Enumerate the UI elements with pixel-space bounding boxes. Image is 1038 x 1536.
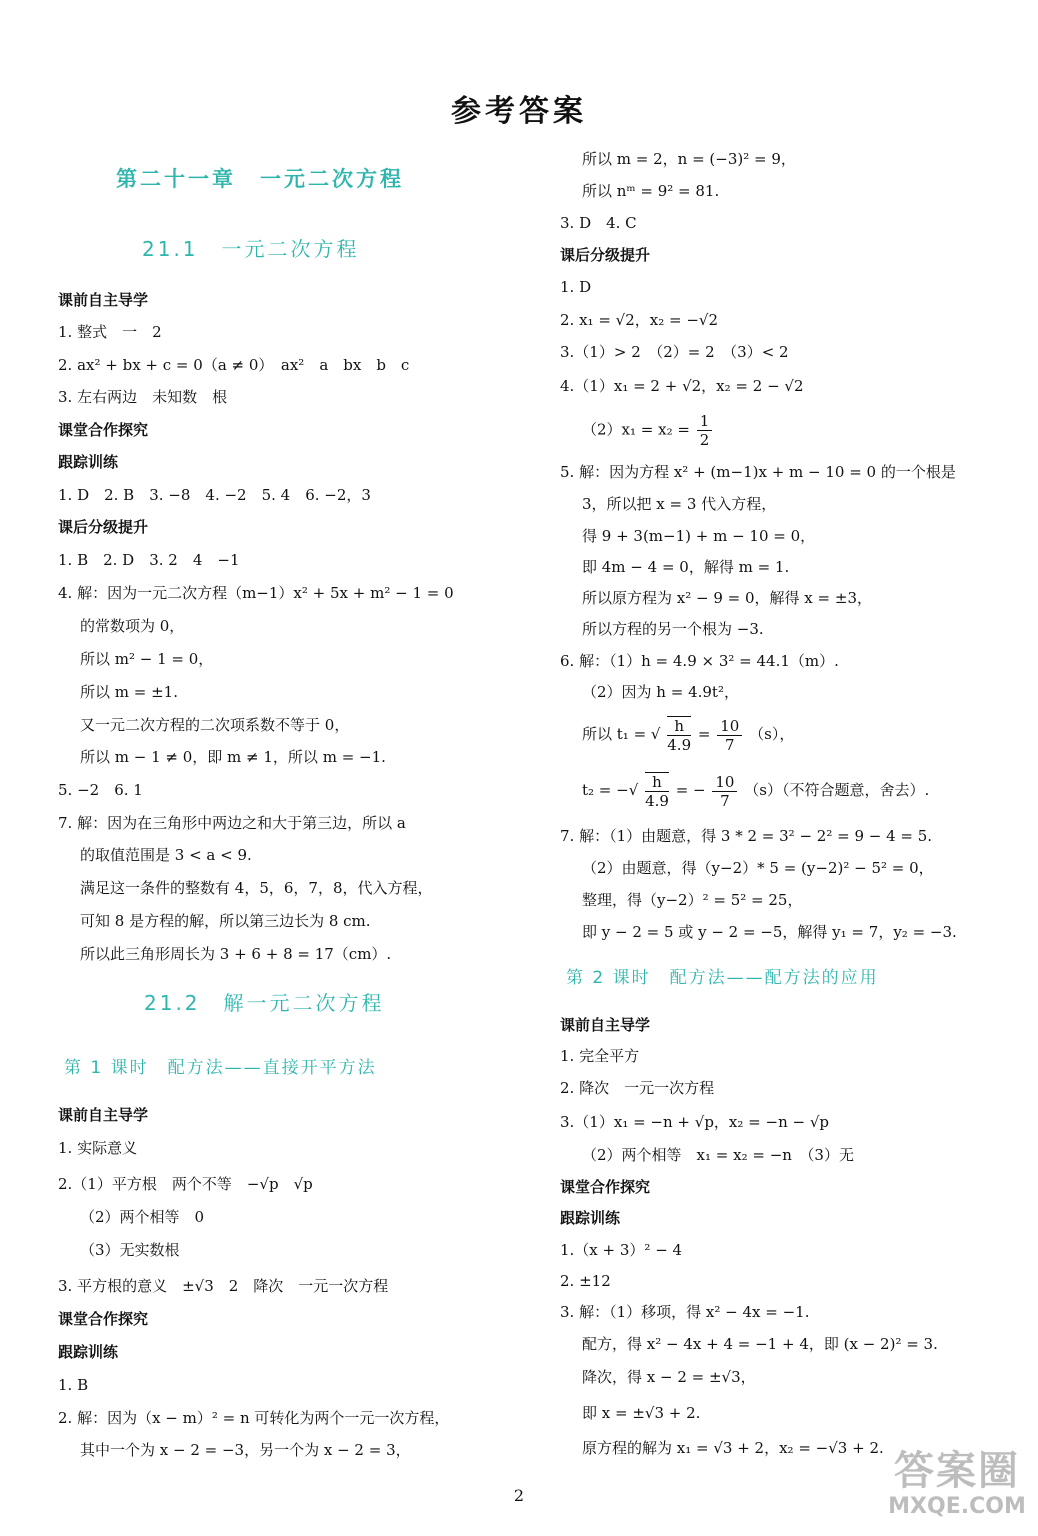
- fraction: [667, 716, 691, 754]
- fraction-denominator: 4.9: [667, 736, 692, 754]
- subsection-heading: 课前自主导学: [560, 1016, 651, 1034]
- fraction-numerator: 1: [697, 412, 713, 431]
- answer-line: 所以原方程为 x² − 9 = 0，解得 x = ±3，: [582, 589, 872, 607]
- fraction-prefix: （2）x₁ = x₂ =: [582, 420, 690, 439]
- subsection-heading: 跟踪训练: [560, 1209, 621, 1227]
- answer-line: 3. D 4. C: [560, 214, 637, 232]
- answer-line: 1. B: [58, 1376, 89, 1394]
- answer-line: 1. 整式 一 2: [58, 323, 162, 341]
- answer-line: 的常数项为 0，: [80, 617, 185, 635]
- answer-line: 5. −2 6. 1: [58, 781, 143, 799]
- subsection-heading: 课堂合作探究: [58, 421, 149, 439]
- answer-line: 即 x = ±√3 + 2.: [582, 1404, 701, 1422]
- answer-line: 3. 解：（1）移项，得 x² − 4x = −1.: [560, 1303, 810, 1321]
- answer-line: 1. D: [560, 278, 592, 296]
- subsection-heading: 课前自主导学: [58, 1106, 149, 1124]
- formula-equals: =: [697, 725, 711, 743]
- answer-line: 又一元二次方程的二次项系数不等于 0，: [80, 716, 350, 734]
- fraction: [697, 412, 713, 449]
- answer-line: 所以 m = ±1.: [80, 683, 178, 701]
- answer-line: 整理，得（y−2）² = 5² = 25，: [582, 891, 803, 909]
- formula-prefix: 所以 t₁ = √: [582, 725, 661, 743]
- answer-line: 2. ±12: [560, 1272, 611, 1290]
- answer-line: 1. D 2. B 3. −8 4. −2 5. 4 6. −2，3: [58, 486, 371, 504]
- subsection-heading: 跟踪训练: [58, 453, 119, 471]
- lesson-heading: 第 1 课时 配方法——直接开平方法: [64, 1058, 377, 1078]
- formula-suffix: （s），: [749, 725, 795, 743]
- subsection-heading: 课后分级提升: [560, 246, 651, 264]
- answer-line: 1. 完全平方: [560, 1047, 640, 1065]
- subsection-heading: 课后分级提升: [58, 518, 149, 536]
- fraction-numerator: 10: [717, 717, 742, 736]
- answer-line: 配方，得 x² − 4x + 4 = −1 + 4，即 (x − 2)² = 3.: [582, 1335, 938, 1353]
- answer-line: 3，所以把 x = 3 代入方程，: [582, 495, 777, 513]
- formula-prefix: t₂ = −√: [582, 781, 639, 799]
- fraction-numerator: h: [667, 717, 691, 736]
- answer-line: 所以 m² − 1 = 0，: [80, 650, 214, 668]
- fraction-denominator: 7: [725, 735, 735, 754]
- section-heading-21-1: 21.1 一元二次方程: [142, 237, 360, 261]
- answer-line: （3）无实数根: [80, 1241, 180, 1259]
- answer-line: 满足这一条件的整数有 4，5，6，7，8，代入方程，: [80, 879, 433, 897]
- watermark-logo: [882, 1448, 1032, 1530]
- answer-line: 1.（x + 3）² − 4: [560, 1241, 683, 1259]
- answer-line: 3.（1）> 2 （2）= 2 （3）< 2: [560, 343, 789, 361]
- lesson-heading: 第 2 课时 配方法——配方法的应用: [566, 968, 879, 988]
- watermark-url: MXQE.COM: [888, 1494, 1026, 1519]
- answer-line: 3. 左右两边 未知数 根: [58, 388, 228, 406]
- subsection-heading: 课堂合作探究: [560, 1178, 651, 1196]
- answer-line: 2. 解：因为（x − m）² = n 可转化为两个一元一次方程，: [58, 1409, 450, 1427]
- answer-line: 所以 m − 1 ≠ 0，即 m ≠ 1，所以 m = −1.: [80, 748, 386, 766]
- answer-line: （2）两个相等 0: [80, 1208, 205, 1226]
- section-heading-21-2: 21.2 解一元二次方程: [144, 991, 385, 1015]
- answer-line: 2. 降次 一元一次方程: [560, 1079, 715, 1097]
- answer-line: 的取值范围是 3 < a < 9.: [80, 846, 252, 864]
- page-title: 参考答案: [451, 94, 587, 129]
- answer-line: 其中一个为 x − 2 = −3，另一个为 x − 2 = 3，: [80, 1441, 411, 1459]
- formula-equals: = −: [675, 781, 706, 799]
- answer-line: 1. 实际意义: [58, 1139, 138, 1157]
- answer-line: （2）两个相等 x₁ = x₂ = −n （3）无: [582, 1146, 854, 1164]
- answer-line: 7. 解：（1）由题意，得 3 * 2 = 3² − 2² = 9 − 4 = 5.: [560, 827, 933, 845]
- answer-line: 所以 nᵐ = 9² = 81.: [582, 182, 720, 200]
- watermark-text: 答案圈: [894, 1448, 1020, 1494]
- fraction-denominator: 7: [720, 791, 730, 810]
- answer-line: 4. 解：因为一元二次方程（m−1）x² + 5x + m² − 1 = 0: [58, 584, 454, 602]
- answer-line-fraction: [560, 412, 714, 449]
- answer-line: 2. x₁ = √2，x₂ = −√2: [560, 311, 719, 329]
- answer-line: 6. 解：（1）h = 4.9 × 3² = 44.1（m）.: [560, 652, 839, 670]
- answer-line: 2. ax² + bx + c = 0（a ≠ 0） ax² a bx b c: [58, 356, 410, 374]
- answer-line: 所以 m = 2，n = (−3)² = 9，: [582, 150, 796, 168]
- fraction-denominator: 4.9: [645, 792, 669, 810]
- answer-line: 得 9 + 3(m−1) + m − 10 = 0，: [582, 527, 816, 545]
- fraction-numerator: h: [645, 773, 669, 792]
- formula-suffix: （s）（不符合题意，舍去）.: [744, 781, 930, 799]
- subsection-heading: 课前自主导学: [58, 291, 149, 309]
- answer-line: （2）由题意，得（y−2）* 5 = (y−2)² − 5² = 0，: [582, 859, 934, 877]
- answer-line-fraction: [560, 716, 794, 754]
- answer-line-fraction: [560, 772, 929, 810]
- answer-line: 7. 解：因为在三角形中两边之和大于第三边，所以 a: [58, 814, 406, 832]
- chapter-heading: 第二十一章 一元二次方程: [116, 167, 404, 191]
- answer-line: 即 4m − 4 = 0，解得 m = 1.: [582, 558, 790, 576]
- answer-line: （2）因为 h = 4.9t²，: [582, 683, 739, 701]
- fraction-denominator: 2: [699, 431, 710, 449]
- subsection-heading: 跟踪训练: [58, 1343, 119, 1361]
- answer-line: 降次，得 x − 2 = ±√3，: [582, 1368, 756, 1386]
- page-number: 2: [513, 1486, 525, 1505]
- answer-line: 原方程的解为 x₁ = √3 + 2，x₂ = −√3 + 2.: [582, 1439, 884, 1457]
- fraction-numerator: 10: [712, 773, 737, 792]
- fraction: [712, 773, 737, 810]
- answer-line: 1. B 2. D 3. 2 4 −1: [58, 551, 240, 569]
- answer-line: 所以此三角形周长为 3 + 6 + 8 = 17（cm）.: [80, 945, 392, 963]
- answer-line: 可知 8 是方程的解，所以第三边长为 8 cm.: [80, 912, 371, 930]
- answer-line: 5. 解：因为方程 x² + (m−1)x + m − 10 = 0 的一个根是: [560, 463, 956, 481]
- answer-line: 3. 平方根的意义 ±√3 2 降次 一元一次方程: [58, 1277, 389, 1295]
- answer-line: 2.（1）平方根 两个不等 −√p √p: [58, 1175, 313, 1193]
- answer-line: 3.（1）x₁ = −n + √p，x₂ = −n − √p: [560, 1113, 829, 1131]
- subsection-heading: 课堂合作探究: [58, 1310, 149, 1328]
- fraction: [645, 772, 669, 810]
- fraction: [717, 717, 742, 754]
- answer-line: 4.（1）x₁ = 2 + √2，x₂ = 2 − √2: [560, 377, 804, 395]
- answer-line: 即 y − 2 = 5 或 y − 2 = −5，解得 y₁ = 7，y₂ = −3.: [582, 923, 957, 941]
- answer-line: 所以方程的另一个根为 −3.: [582, 620, 764, 638]
